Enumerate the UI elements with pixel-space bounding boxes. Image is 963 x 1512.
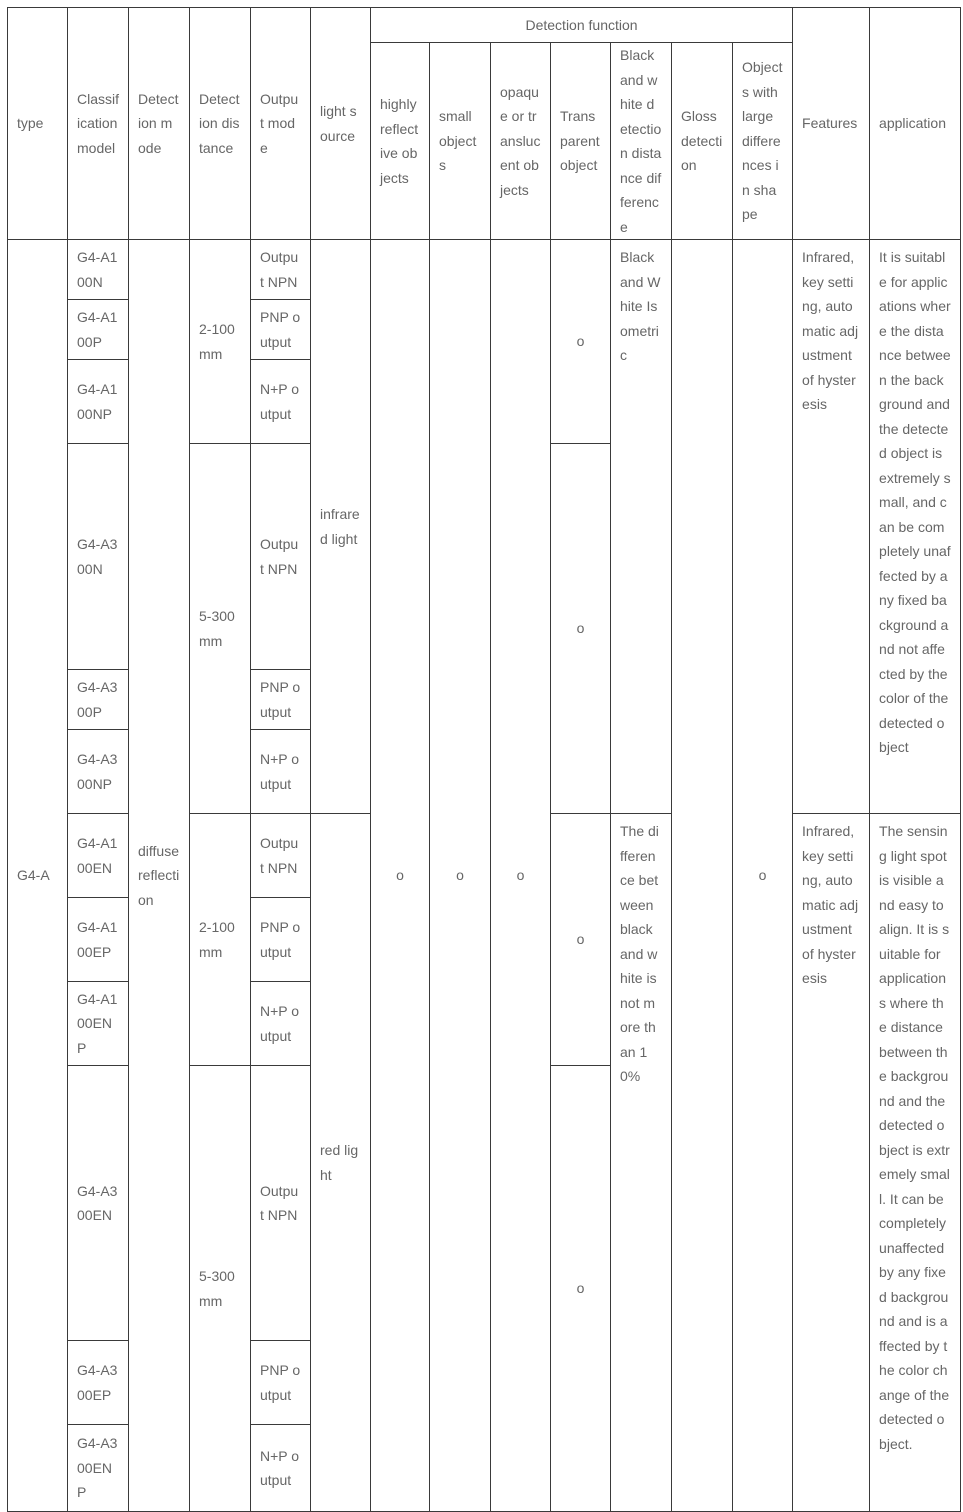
light-source-cell: infrared light [311, 240, 371, 814]
header-shape-difference: Objects with large differences in shape [733, 43, 793, 240]
model-cell: G4-A100N [68, 240, 129, 300]
transparent-mark: o [551, 814, 611, 1066]
output-cell: N+P output [251, 982, 311, 1066]
model-cell: G4-A300N [68, 444, 129, 670]
output-cell: Output NPN [251, 1066, 311, 1341]
bw-difference-cell: The difference between black and white is not more than 10% [611, 814, 672, 1512]
product-spec-table [7, 7, 961, 1512]
model-cell: G4-A100EN [68, 814, 129, 898]
transparent-mark: o [551, 444, 611, 814]
header-features: Features [793, 8, 870, 240]
model-cell: G4-A300NP [68, 730, 129, 814]
distance-cell: 2-100mm [190, 240, 251, 444]
features-cell: Infrared, key setting, automatic adjustment of hysteresis [793, 240, 870, 814]
header-type: type [8, 8, 68, 240]
header-detection-function: Detection function [371, 8, 793, 43]
model-cell: G4-A100ENP [68, 982, 129, 1066]
header-gloss-detection: Gloss detection [672, 43, 733, 240]
transparent-mark: o [551, 240, 611, 444]
model-cell: G4-A100EP [68, 898, 129, 982]
table-row [8, 240, 961, 300]
header-classification-model: Classification model [68, 8, 129, 240]
model-cell: G4-A100P [68, 300, 129, 360]
output-cell: PNP output [251, 1341, 311, 1425]
header-application: application [870, 8, 961, 240]
output-cell: N+P output [251, 730, 311, 814]
output-cell: Output NPN [251, 814, 311, 898]
output-cell: N+P output [251, 360, 311, 444]
distance-cell: 2-100mm [190, 814, 251, 1066]
transparent-mark: o [551, 1066, 611, 1512]
highly-reflective-mark: o [371, 240, 430, 1512]
output-cell: PNP output [251, 300, 311, 360]
gloss-cell [672, 240, 733, 1512]
detection-mode-cell: diffuse reflection [129, 240, 190, 1512]
distance-cell: 5-300mm [190, 1066, 251, 1512]
header-opaque-translucent: opaque or translucent objects [491, 43, 551, 240]
header-transparent-object: Transparent object [551, 43, 611, 240]
model-cell: G4-A300ENP [68, 1425, 129, 1512]
light-source-cell: red light [311, 814, 371, 1512]
header-output-mode: Output mode [251, 8, 311, 240]
header-detection-mode: Detection mode [129, 8, 190, 240]
output-cell: PNP output [251, 898, 311, 982]
bw-difference-cell: Black and White Isometric [611, 240, 672, 814]
application-cell: The sensing light spot is visible and easy to align. It is suitable for applications where the distance between the background and the detected object is extremely small. It can be completely unaffected by any fixed background and is affected by the color change of the detected object. [870, 814, 961, 1512]
shape-difference-mark: o [733, 240, 793, 1512]
features-cell: Infrared, key setting, automatic adjustment of hysteresis [793, 814, 870, 1512]
model-cell: G4-A300P [68, 670, 129, 730]
header-highly-reflective: highly reflective objects [371, 43, 430, 240]
application-cell: It is suitable for applications where the distance between the background and the detected object is extremely small, and can be completely unaffected by any fixed background and not affected by the color of the detected object [870, 240, 961, 814]
output-cell: Output NPN [251, 444, 311, 670]
header-row-1 [8, 8, 961, 43]
header-bw-difference: Black and white detection distance difference [611, 43, 672, 240]
distance-cell: 5-300mm [190, 444, 251, 814]
model-cell: G4-A300EN [68, 1066, 129, 1341]
opaque-mark: o [491, 240, 551, 1512]
header-light-source: light source [311, 8, 371, 240]
output-cell: PNP output [251, 670, 311, 730]
small-objects-mark: o [430, 240, 491, 1512]
output-cell: N+P output [251, 1425, 311, 1512]
output-cell: Output NPN [251, 240, 311, 300]
type-cell: G4-A [8, 240, 68, 1512]
header-detection-distance: Detection distance [190, 8, 251, 240]
header-small-objects: small objects [430, 43, 491, 240]
model-cell: G4-A300EP [68, 1341, 129, 1425]
model-cell: G4-A100NP [68, 360, 129, 444]
